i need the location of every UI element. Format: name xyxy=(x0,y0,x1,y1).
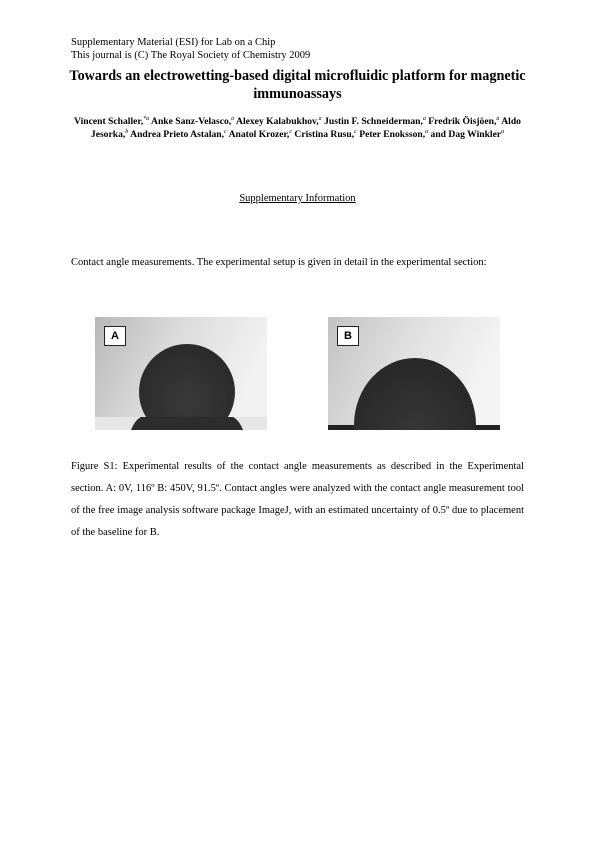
author-name: Alexey Kalabukhov, xyxy=(236,116,319,127)
panel-label-a: A xyxy=(104,326,126,346)
author-name: Peter Enoksson, xyxy=(359,129,426,140)
intro-paragraph: Contact angle measurements. The experimental setup is given in detail in the experimental section: xyxy=(71,257,487,268)
author-name: Anatol Krozer, xyxy=(228,129,290,140)
author-affiliation-mark: c xyxy=(224,128,227,135)
figure-caption: Figure S1: Experimental results of the contact angle measurements as described in the Experimental section. A: 0V, 116º B: 450V, 91.5º. Contact angles were analyzed with the contact angle measurement tool of the free image analysis software package ImageJ, with an estimated uncertainty of 0.5º due to placement of the baseline for B. xyxy=(71,461,524,538)
author-name: Fredrik Öisjöen, xyxy=(428,116,497,127)
author-affiliation-mark: a xyxy=(425,128,429,135)
panel-label-b: B xyxy=(337,326,359,346)
author-affiliation-mark: a xyxy=(501,128,505,135)
author-list xyxy=(70,115,525,141)
author-affiliation-mark: a xyxy=(318,115,322,122)
author-name: Aldo Jesorka, xyxy=(90,116,521,140)
author-affiliation-mark: a xyxy=(496,115,500,122)
paper-title: Towards an electrowetting-based digital microfluidic platform for magnetic immunoassays xyxy=(69,68,526,102)
droplet-photo-a xyxy=(95,317,267,430)
author-name: Justin F. Schneiderman, xyxy=(324,116,423,127)
author-affiliation-mark: c xyxy=(354,128,357,135)
author-name: Anke Sanz-Velasco, xyxy=(151,116,232,127)
author-name: Vincent Schaller, xyxy=(74,116,144,127)
author-name: Cristina Rusu, xyxy=(294,129,355,140)
section-heading: Supplementary Information xyxy=(239,193,356,204)
journal-header-line-1: Supplementary Material (ESI) for Lab on a Chip xyxy=(71,37,276,48)
author-affiliation-mark: a xyxy=(422,115,426,122)
journal-header-line-2: This journal is (C) The Royal Society of Chemistry 2009 xyxy=(71,50,311,61)
author-name: and Dag Winkler xyxy=(430,129,502,140)
author-name: Andrea Prieto Astalan, xyxy=(130,129,225,140)
author-affiliation-mark: b xyxy=(125,128,129,135)
droplet-photo-b xyxy=(328,317,500,430)
author-affiliation-mark: c xyxy=(289,128,293,135)
author-affiliation-mark: *a xyxy=(143,115,150,122)
author-affiliation-mark: a xyxy=(231,115,235,122)
